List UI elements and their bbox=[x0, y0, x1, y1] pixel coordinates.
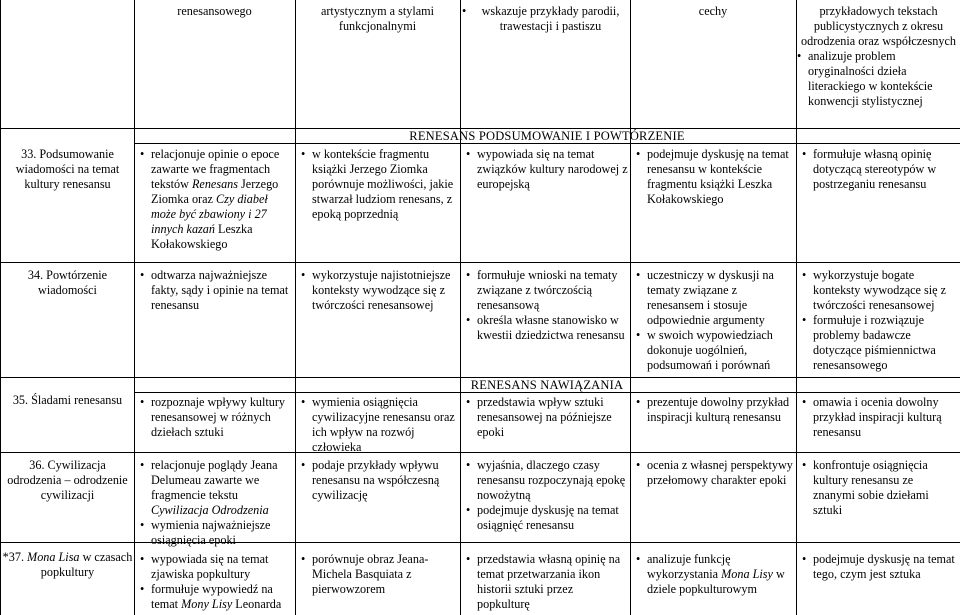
r36-c5-item: • konfrontuje osiągnięcia kultury renesansu ze znanymi sobie dziełami sztuki bbox=[802, 458, 958, 518]
lesson-title-33 bbox=[1, 147, 134, 192]
lesson-title-37-rest: w czasach popkultury bbox=[40, 550, 133, 579]
r37-c1-b-italic: Mony Lisy bbox=[181, 597, 233, 611]
section-header-references bbox=[134, 378, 960, 393]
r35-c4 bbox=[636, 395, 794, 425]
r33-c1-d: Czy diabeł może być zbawiony i 27 innych kazań bbox=[151, 192, 268, 236]
top-cell-5-text: przykładowych tekstach publicystycznych z okresu odrodzenia oraz współczesnych bbox=[801, 4, 956, 48]
r36-c4 bbox=[636, 458, 794, 488]
r36-c3 bbox=[466, 458, 628, 533]
r36-c1 bbox=[140, 458, 292, 548]
r33-c5-item: • formułuje własną opinię dotyczącą stereotypów w postrzeganiu renesansu bbox=[802, 147, 958, 192]
r34-c5-item-2: • formułuje i rozwiązuje problemy badawcze dotyczące piśmiennictwa renesansowego bbox=[802, 313, 958, 373]
lesson-title-36 bbox=[1, 458, 134, 503]
r34-c2 bbox=[301, 268, 457, 313]
r37-c4-b: w dziele popkulturowym bbox=[647, 567, 785, 596]
r33-c3-item: • wypowiada się na temat związków kultury narodowej z europejską bbox=[466, 147, 628, 192]
r35-c5-item: • omawia i ocenia dowolny przykład inspiracji kulturą renesansu bbox=[802, 395, 958, 440]
r37-c1-b-a: formułuje wypowiedź na temat bbox=[151, 582, 273, 611]
r34-c3-item-1: • formułuje wnioski na tematy związane z twórczością renesansową bbox=[466, 268, 628, 313]
top-cell-5 bbox=[797, 4, 960, 109]
r34-c5 bbox=[802, 268, 958, 373]
r34-c1 bbox=[140, 268, 292, 313]
r33-c2 bbox=[301, 147, 457, 222]
r36-c3-item-1: • wyjaśnia, dlaczego czasy renesansu rozpoczynają epokę nowożytną bbox=[466, 458, 628, 503]
r33-c4 bbox=[636, 147, 794, 207]
lesson-title-37-num: *37. bbox=[2, 550, 28, 564]
r33-c2-item: • w kontekście fragmentu książki Jerzego Ziomka porównuje możliwości, jakie stwarzał ludziom renesans, z epoką poprzednią bbox=[301, 147, 457, 222]
r35-c1 bbox=[140, 395, 292, 440]
section-header-summary bbox=[134, 129, 960, 144]
r35-c1-item: • rozpoznaje wpływy kultury renesansowej w różnych dziełach sztuki bbox=[140, 395, 292, 440]
lesson-title-37-italic: Mona Lisa bbox=[27, 550, 80, 564]
r37-c1 bbox=[140, 552, 292, 612]
r36-c1-item-2: • wymienia najważniejsze osiągnięcia epoki bbox=[140, 518, 292, 548]
r37-c5 bbox=[802, 552, 958, 582]
r34-c2-item: • wykorzystuje najistotniejsze konteksty wywodzące się z twórczości renesansowej bbox=[301, 268, 457, 313]
r36-c1-a: relacjonuje poglądy Jeana Delumeau zawarte we fragmencie tekstu bbox=[151, 458, 278, 502]
r37-c4-a: analizuje funkcję wykorzystania bbox=[647, 552, 731, 581]
top-cell-4 bbox=[630, 4, 796, 19]
col-line-2 bbox=[295, 0, 296, 615]
r37-c4 bbox=[636, 552, 794, 597]
r35-c2-item: • wymienia osiągnięcia cywilizacyjne renesansu oraz ich wpływ na rozwój człowieka bbox=[301, 395, 457, 455]
top-cell-3 bbox=[462, 4, 628, 34]
r37-c5-item: • podejmuje dyskusję na temat tego, czym jest sztuka bbox=[802, 552, 958, 582]
row-line-f bbox=[0, 452, 960, 453]
r33-c4-item: • podejmuje dyskusję na temat renesansu w kontekście fragmentu książki Leszka Kołakowskiego bbox=[636, 147, 794, 207]
top-cell-1 bbox=[134, 4, 295, 19]
section-header-summary-text: RENESANS PODSUMOWANIE I POWTÓRZENIE bbox=[409, 129, 685, 143]
r37-c4-italic: Mona Lisy bbox=[721, 567, 773, 581]
r37-c1-item-1: • wypowiada się na temat zjawiska popkultury bbox=[140, 552, 292, 582]
r33-c1-e: Leszka Kołakowskiego bbox=[151, 222, 253, 251]
r33-c1-item bbox=[140, 147, 292, 252]
r35-c2 bbox=[301, 395, 457, 455]
r35-c5 bbox=[802, 395, 958, 440]
r36-c2 bbox=[301, 458, 457, 503]
col-line-0 bbox=[0, 0, 1, 615]
r37-c2-item: • porównuje obraz Jeana-Michela Basquiata z pierwowzorem bbox=[301, 552, 457, 597]
top-cell-3-item: • wskazuje przykłady parodii, trawestacji i pastiszu bbox=[462, 4, 628, 34]
r36-c3-item-2: • podejmuje dyskusję na temat osiągnięć renesansu bbox=[466, 503, 628, 533]
top-cell-4-text: cechy bbox=[698, 4, 728, 18]
col-line-1 bbox=[134, 0, 135, 615]
r33-c1 bbox=[140, 147, 292, 252]
lesson-title-33-text: 33. Podsumowanie wiadomości na temat kultury renesansu bbox=[15, 147, 120, 191]
r35-c3 bbox=[466, 395, 628, 440]
r36-c4-item: • ocenia z własnej perspektywy przełomowy charakter epoki bbox=[636, 458, 794, 488]
lesson-title-35-text: 35. Śladami renesansu bbox=[12, 393, 123, 407]
r37-c1-b-b: Leonarda bbox=[232, 597, 282, 611]
r37-c1-item-2 bbox=[140, 582, 292, 612]
top-cell-2 bbox=[295, 4, 460, 34]
r33-c5 bbox=[802, 147, 958, 192]
lesson-title-37 bbox=[1, 550, 134, 580]
r33-c3 bbox=[466, 147, 628, 192]
r35-c4-item: • prezentuje dowolny przykład inspiracji kulturą renesansu bbox=[636, 395, 794, 425]
r34-c4 bbox=[636, 268, 794, 373]
r33-c1-a: relacjonuje opinie o epoce zawarte we fragmentach tekstów bbox=[151, 147, 280, 191]
r37-c4-item bbox=[636, 552, 794, 597]
row-line-c bbox=[0, 262, 960, 263]
r36-c1-a-italic: Cywilizacja Odrodzenia bbox=[151, 503, 269, 517]
r33-c1-b: Renesans bbox=[191, 177, 238, 191]
top-cell-1-text: renesansowego bbox=[177, 4, 252, 18]
top-cell-5-item: • analizuje problem oryginalności dzieła literackiego w kontekście konwencji stylistycznej bbox=[797, 49, 960, 109]
col-line-3 bbox=[460, 0, 461, 615]
top-cell-2-text: artystycznym a stylami funkcjonalnymi bbox=[320, 4, 435, 33]
lesson-title-35 bbox=[1, 393, 134, 408]
r34-c1-item: • odtwarza najważniejsze fakty, sądy i opinie na temat renesansu bbox=[140, 268, 292, 313]
section-header-references-text: RENESANS NAWIĄZANIA bbox=[470, 378, 624, 392]
lesson-title-34 bbox=[1, 268, 134, 298]
r36-c2-item: • podaje przykłady wpływu renesansu na współczesną cywilizację bbox=[301, 458, 457, 503]
r34-c4-item-1: • uczestniczy w dyskusji na tematy związane z renesansem i stosuje odpowiednie argumenty bbox=[636, 268, 794, 328]
lesson-title-34-text: 34. Powtórzenie wiadomości bbox=[27, 268, 108, 297]
r34-c3 bbox=[466, 268, 628, 343]
r37-c3 bbox=[466, 552, 628, 612]
r36-c5 bbox=[802, 458, 958, 518]
lesson-title-36-text: 36. Cywilizacja odrodzenia – odrodzenie cywilizacji bbox=[7, 458, 128, 502]
r36-c1-item-1 bbox=[140, 458, 292, 518]
col-line-4 bbox=[630, 0, 631, 615]
r34-c4-item-2: • w swoich wypowiedziach dokonuje uogólnień, podsumowań i porównań bbox=[636, 328, 794, 373]
r34-c3-item-2: • określa własne stanowisko w kwestii dziedzictwa renesansu bbox=[466, 313, 628, 343]
r33-c1-c: Jerzego Ziomka oraz bbox=[151, 177, 279, 206]
r34-c5-item-1: • wykorzystuje bogate konteksty wywodzące się z twórczości renesansowej bbox=[802, 268, 958, 313]
r37-c3-item: • przedstawia własną opinię na temat przetwarzania ikon historii sztuki przez popkulturę bbox=[466, 552, 628, 612]
r35-c3-item: • przedstawia wpływ sztuki renesansowej na późniejsze epoki bbox=[466, 395, 628, 440]
r37-c2 bbox=[301, 552, 457, 597]
